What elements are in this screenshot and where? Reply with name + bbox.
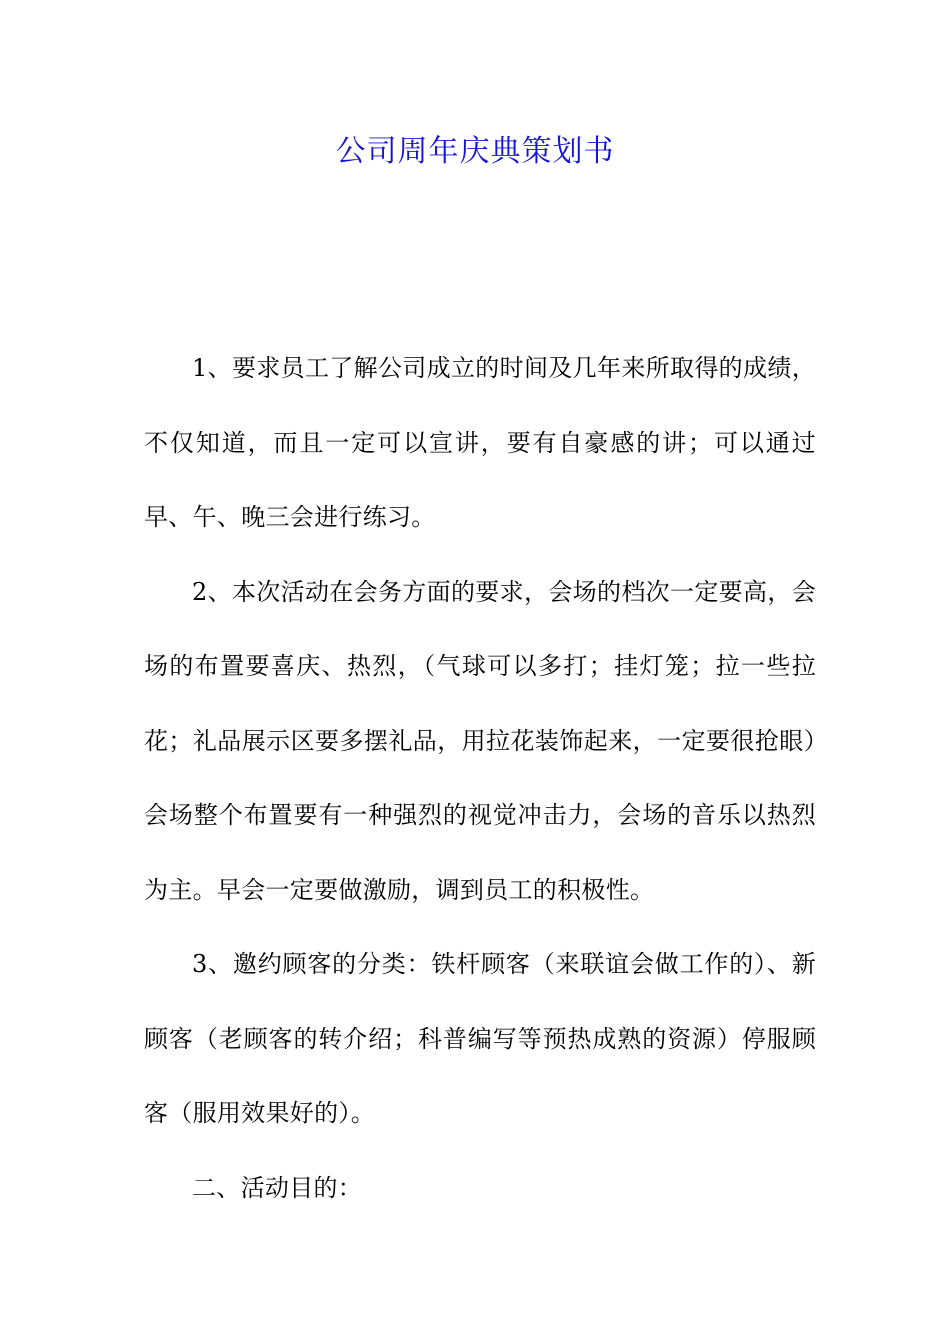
paragraph-1: 1、要求员工了解公司成立的时间及几年来所取得的成绩，不仅知道，而且一定可以宣讲，要有自豪感的讲；可以通过早、午、晚三会进行练习。 (144, 354, 816, 531)
paragraph-3: 3、邀约顾客的分类：铁杆顾客（来联谊会做工作的）、新顾客（老顾客的转介绍；科普编写等预热成熟的资源）停服顾客（服用效果好的）。 (144, 950, 816, 1127)
document-title: 公司周年庆典策划书 (335, 134, 615, 169)
paragraph-2: 2、本次活动在会务方面的要求，会场的档次一定要高，会场的布置要喜庆、热烈，（气球可以多打；挂灯笼；拉一些拉花；礼品展示区要多摆礼品，用拉花装饰起来，一定要很抢眼）会场整个布置要有一种强烈的视觉冲击力，会场的音乐以热烈为主。早会一定要做激励，调到员工的积极性。 (144, 577, 816, 904)
section-heading-activity-purpose: 二、活动目的： (192, 1173, 363, 1202)
document-body (144, 331, 816, 1225)
